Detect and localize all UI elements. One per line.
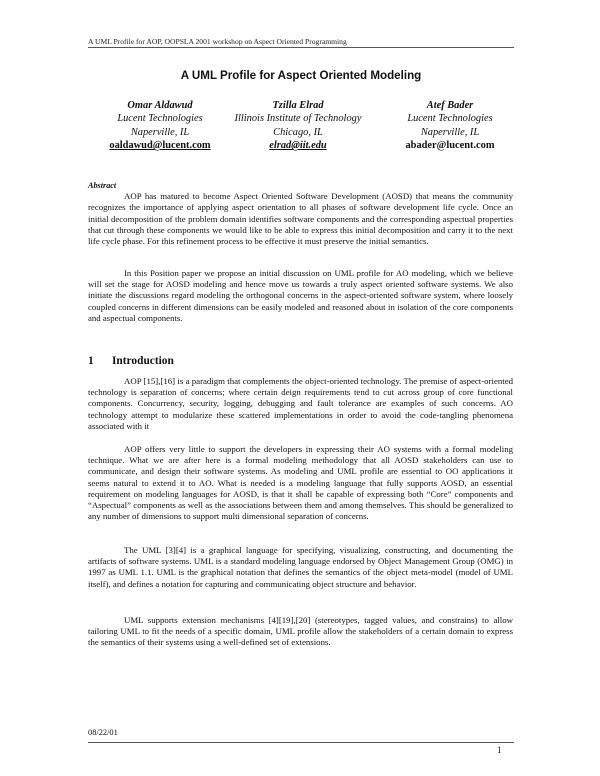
section-number: 1 xyxy=(88,355,94,367)
running-header: A UML Profile for AOP, OOPSLA 2001 workshop on Aspect Oriented Programming xyxy=(88,37,347,46)
author-location: Chicago, IL xyxy=(273,126,323,138)
footer-divider xyxy=(88,742,514,743)
intro-paragraph-1 xyxy=(88,376,513,432)
body-paragraph: AOP offers very little to support the developers in expressing their AO systems with a formal modeling technique. What we are after here is a formal modeling methodology that all AOSD stakeholders can use to communicate, and design their software systems. As modeling and UML profile are essential to OO applications it seems natural to extend it to AO. What is needed is a modeling language that fully supports AOSD, an essential requirement on modeling languages for AOSD, is that it shall be capable of expressing both “Core” components and “Aspectual” components as well as the associations between them and among themselves. This should be generalized to any number of dimensions to support multi dimensional separation of concerns. xyxy=(88,444,513,522)
paper-title: A UML Profile for Aspect Oriented Modeling xyxy=(180,69,422,82)
intro-paragraph-4 xyxy=(88,615,513,649)
author-location: Naperville, IL xyxy=(420,126,480,138)
page-number: 1 xyxy=(497,745,502,755)
abstract-paragraph-2: In this Position paper we propose an initial discussion on UML profile for AO modeling, which we believe will set the stage for AOSD modeling and hence move us towards a truly aspect oriented software systems. We also initiate the discussions regard modeling the orthogonal concerns in the aspect-oriented software system, where loosely coupled concerns in different dimensions can be easily modeled and reasoned about in isolation of the core components and aspectual components. xyxy=(88,268,513,323)
body-paragraph: The UML [3][4] is a graphical language for specifying, visualizing, constructing, and documenting the artifacts of software systems. UML is a standard modeling language endorsed by Object Management Group (OMG) in 1997 as UML 1.1. UML is the graphical notation that defines the semantics of the object meta-model (model of UML itself), and defines a notation for capturing and communicating object structure and behavior. xyxy=(88,545,513,589)
section-title: Introduction xyxy=(112,355,174,367)
intro-paragraph-3 xyxy=(88,545,513,590)
abstract-paragraph: AOP has matured to become Aspect Oriented Software Development (AOSD) that means the community recognizes the importance of applying aspect orientation to all phases of software development life cycle. Once an initial decomposition of the problem domain identifies software components and the corresponding aspectual properties that cut through these components we would like to be able to express this initial decomposition and carry it to the next life cycle phase. For this refinement process to be effective it must preserve the initial semantics. xyxy=(88,191,513,247)
author-affiliation: Lucent Technologies xyxy=(407,113,493,125)
intro-paragraph-2 xyxy=(88,444,513,522)
author-3 xyxy=(355,99,545,153)
author-affiliation: Lucent Technologies xyxy=(117,113,203,125)
footer-date: 08/22/01 xyxy=(88,728,118,737)
section-heading-introduction xyxy=(88,355,174,367)
body-paragraph: UML supports extension mechanisms [4][19],[20] (stereotypes, tagged values, and constrains) to allow tailoring UML to fit the needs of a specific domain, UML profile allow the stakeholders of a certain domain to express the semantics of their systems using a well-defined set of extensions. xyxy=(88,615,513,648)
author-location: Naperville, IL xyxy=(130,126,190,138)
position-paragraph xyxy=(88,268,513,324)
author-name: Tzilla Elrad xyxy=(272,100,324,111)
author-affiliation: Illinois Institute of Technology xyxy=(234,113,362,125)
body-paragraph: AOP [15],[16] is a paradigm that complements the object-oriented technology. The premise of aspect-oriented technology is separation of concerns; where certain deign requirements tend to cut across group of core functional components. Concurrency, security, logging, debugging and fault tolerance are examples of such concerns. AO technology attempt to modularize these scattered implementations in order to avoid the code-tangling phenomena associated with it xyxy=(88,376,513,431)
author-name: Atef Bader xyxy=(426,100,474,111)
author-email: abader@lucent.com xyxy=(405,140,495,152)
header-divider xyxy=(88,47,514,48)
abstract-label: Abstract xyxy=(88,181,117,190)
author-email-link[interactable]: elrad@iit.edu xyxy=(269,140,327,152)
author-block xyxy=(0,99,600,159)
author-name: Omar Aldawud xyxy=(127,100,193,111)
author-email-link[interactable]: oaldawud@lucent.com xyxy=(109,140,211,152)
abstract xyxy=(88,180,513,247)
